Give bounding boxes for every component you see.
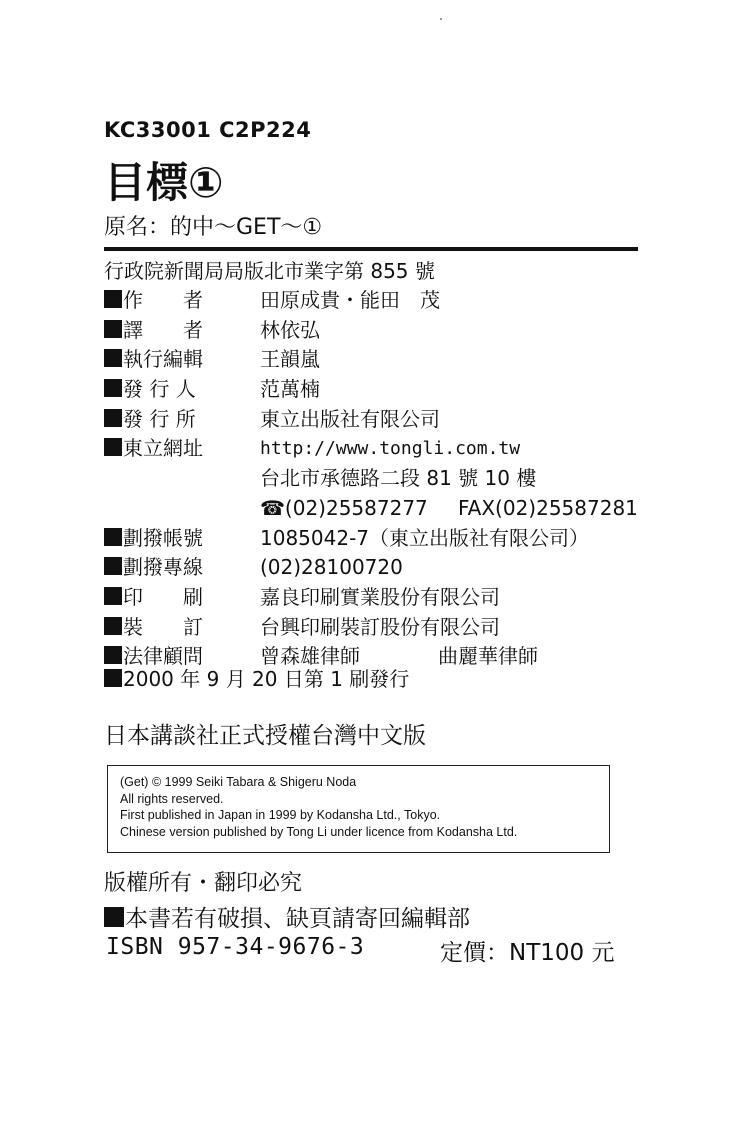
credit-website	[104, 434, 664, 464]
credit-address	[104, 464, 664, 494]
bullet-square-icon	[104, 409, 122, 427]
license-number: 行政院新聞局局版北市業字第 855 號	[104, 259, 435, 283]
rights-reserved: 版權所有・翻印必究	[104, 871, 303, 896]
bullet-square-icon	[104, 907, 124, 927]
bullet-square-icon	[104, 290, 122, 308]
credit-account-line	[104, 553, 664, 583]
bullet-square-icon	[104, 379, 122, 397]
bullet-square-icon	[104, 349, 122, 367]
copyright-line: First published in Japan in 1999 by Kodansha Ltd., Tokyo.	[120, 808, 441, 822]
credit-label: 法律顧問	[123, 644, 203, 669]
credit-label: 發 行 人	[123, 377, 196, 402]
original-title: 原名：的中～GET～①	[104, 215, 323, 240]
damage-notice-text: 本書若有破損、缺頁請寄回編輯部	[125, 906, 470, 932]
credit-label: 裝 訂	[123, 614, 203, 639]
isbn: ISBN 957-34-9676-3	[106, 934, 365, 960]
credit-label: 執行編輯	[123, 347, 203, 372]
copyright-box	[107, 765, 610, 853]
address: 台北市承德路二段 81 號 10 樓	[260, 466, 537, 491]
credit-author	[104, 286, 664, 316]
credit-binder	[104, 613, 664, 643]
bullet-square-icon	[104, 617, 122, 635]
price: 定價：NT100 元	[440, 940, 615, 966]
damage-notice	[104, 900, 470, 933]
bullet-square-icon	[104, 438, 122, 456]
credit-label: 發 行 所	[123, 406, 196, 431]
credit-value: 台興印刷裝訂股份有限公司	[260, 614, 500, 639]
credit-value-2: 曲麗華律師	[438, 644, 538, 669]
copyright-line: (Get) © 1999 Seiki Tabara & Shigeru Noda	[120, 775, 357, 789]
credit-publisher-person	[104, 375, 664, 405]
credit-value: 曾森雄律師	[260, 644, 360, 669]
credit-value: 田原成貴・能田 茂	[260, 288, 440, 312]
credit-translator	[104, 316, 664, 346]
credits-list	[104, 286, 664, 672]
website-url: http://www.tongli.com.tw	[260, 438, 521, 460]
credit-label: 東立網址	[123, 436, 203, 461]
bullet-square-icon	[104, 557, 122, 575]
credit-phone	[104, 494, 664, 524]
fax: FAX(02)25587281	[458, 495, 638, 520]
credit-value: 嘉良印刷實業股份有限公司	[260, 584, 500, 609]
phone: ☎(02)25587277	[260, 495, 428, 520]
authorization-statement: 日本講談社正式授權台灣中文版	[104, 723, 426, 749]
credit-editor	[104, 345, 664, 375]
scan-speck	[440, 18, 442, 20]
credit-value: 王韻嵐	[260, 347, 320, 372]
bullet-square-icon	[104, 320, 122, 338]
bullet-square-icon	[104, 669, 122, 687]
bullet-square-icon	[104, 528, 122, 546]
bullet-square-icon	[104, 587, 122, 605]
copyright-line: Chinese version published by Tong Li under licence from Kodansha Ltd.	[120, 824, 518, 839]
credit-account	[104, 524, 664, 554]
credit-printer	[104, 583, 664, 613]
credit-label: 作 者	[123, 288, 203, 312]
credit-value: 林依弘	[260, 317, 320, 342]
copyright-line: All rights reserved.	[120, 791, 224, 806]
credit-label: 劃撥帳號	[123, 525, 203, 550]
print-date	[104, 663, 409, 692]
book-title: 目標①	[104, 158, 224, 207]
credit-value: (02)28100720	[260, 555, 403, 580]
credit-value: 東立出版社有限公司	[260, 406, 440, 431]
bullet-square-icon	[104, 646, 122, 664]
credit-value: 范萬楠	[260, 377, 320, 402]
credit-label: 劃撥專線	[123, 555, 203, 580]
credit-label: 印 刷	[123, 584, 203, 609]
credit-value: 1085042-7（東立出版社有限公司）	[260, 525, 590, 550]
title-rule	[104, 247, 638, 251]
credit-publisher	[104, 405, 664, 435]
credit-label: 譯 者	[123, 317, 203, 342]
product-code: KC33001 C2P224	[104, 118, 312, 142]
print-date-text: 2000 年 9 月 20 日第 1 刷發行	[123, 667, 410, 691]
